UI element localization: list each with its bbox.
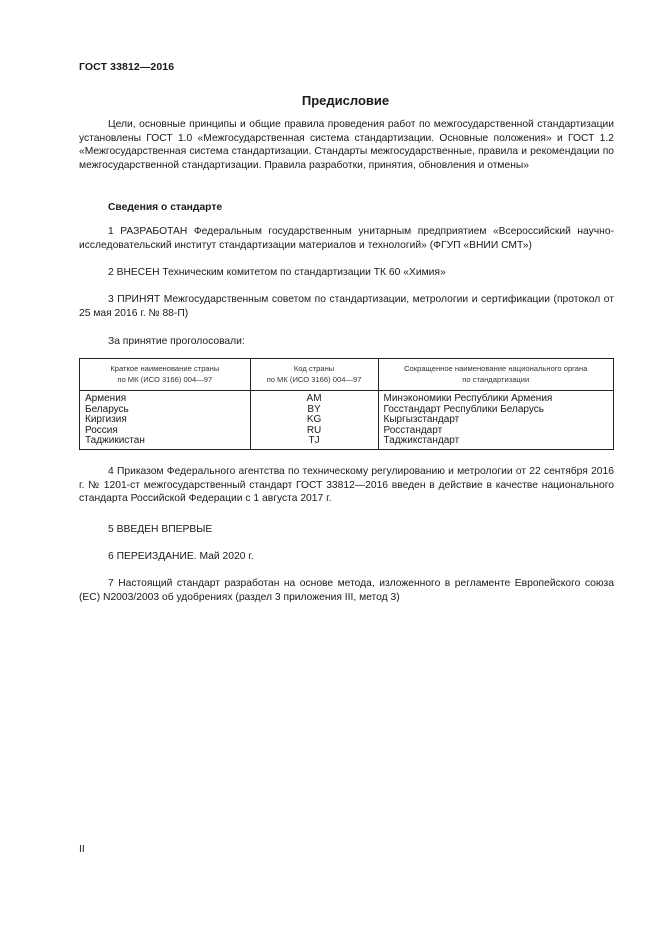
header-country: Краткое наименование страны по МК (ИСО 3166) 004—97 xyxy=(80,359,251,391)
item-1 xyxy=(79,225,614,252)
table-row xyxy=(80,391,614,450)
item-4-text: 4 Приказом Федерального агентства по техническому регулированию и метрологии от 22 сентября 2016 г. № 1201-ст межгосударственный стандарт ГОСТ 33812—2016 введен в действие в качестве национального стандарта Российской Федерации с 1 августа 2017 г. xyxy=(79,466,614,504)
section-title: Предисловие xyxy=(301,93,390,108)
country-cell: Армения Беларусь Киргизия Россия Таджикистан xyxy=(80,391,251,450)
item-2-text: 2 ВНЕСЕН Техническим комитетом по стандартизации ТК 60 «Химия» xyxy=(108,267,446,278)
item-5-text: 5 ВВЕДЕН ВПЕРВЫЕ xyxy=(108,524,213,535)
standard-info-heading: Сведения о стандарте xyxy=(108,202,223,213)
votes-label: За принятие проголосовали: xyxy=(108,336,245,347)
table-header-row xyxy=(80,359,614,391)
item-6-text: 6 ПЕРЕИЗДАНИЕ. Май 2020 г. xyxy=(108,551,254,562)
item-3-text: 3 ПРИНЯТ Межгосударственным советом по стандартизации, метрологии и сертификации (протокол от 25 мая 2016 г. № 88-П) xyxy=(79,294,614,319)
voting-table xyxy=(79,358,614,450)
page-number: II xyxy=(79,844,85,855)
item-7-text: 7 Настоящий стандарт разработан на основе метода, изложенного в регламенте Европейского союза (ЕС) N2003/2003 об удобрениях (раздел 3 приложения III, метод 3) xyxy=(79,578,614,603)
document-header: ГОСТ 33812—2016 xyxy=(79,61,175,73)
code-cell: AM BY KG RU TJ xyxy=(250,391,378,450)
intro-text: Цели, основные принципы и общие правила проведения работ по межгосударственной стандартизации установлены ГОСТ 1.0 «Межгосударственная система стандартизации. Основные положения» и ГОСТ 1.2 «Межгосударственная система стандартизации. Стандарты межгосударственные, правила и рекомендации по межгосударственной стандартизации. Правила разработки, принятия, обновления и отмены» xyxy=(79,119,614,171)
item-1-text: 1 РАЗРАБОТАН Федеральным государственным унитарным предприятием «Всероссийский научно-исследовательский институт стандартизации материалов и технологий» (ФГУП «ВНИИ СМТ») xyxy=(79,226,614,251)
body-cell: Минэкономики Республики Армения Госстандарт Республики Беларусь Кыргызстандарт Росстандарт Таджикстандарт xyxy=(378,391,614,450)
intro-paragraph xyxy=(79,118,614,172)
item-3 xyxy=(79,293,614,320)
header-code: Код страны по МК (ИСО 3166) 004—97 xyxy=(250,359,378,391)
item-6 xyxy=(79,550,614,564)
item-2 xyxy=(79,266,614,280)
item-7 xyxy=(79,577,614,604)
header-body: Сокращенное наименование национального органа по стандартизации xyxy=(378,359,614,391)
item-4 xyxy=(79,465,614,506)
item-5 xyxy=(79,523,614,537)
